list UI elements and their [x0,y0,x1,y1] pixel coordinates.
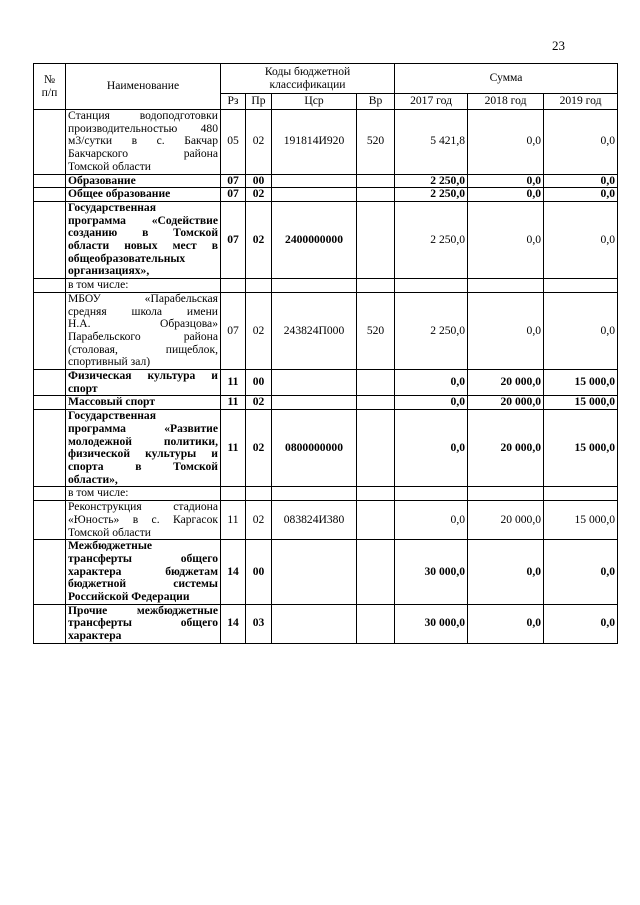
row-2019-cell: 0,0 [544,540,618,605]
row-name-line: трансферты общего [68,551,218,565]
row-name-cell [66,487,221,501]
header-pr: Пр [246,94,272,110]
row-name-line: МБОУ «Парабельская [68,292,218,305]
row-name-line: Бакчарского района [68,147,218,161]
row-vr-cell [357,174,395,188]
row-csr-cell [272,279,357,293]
row-rz-cell: 11 [221,501,246,540]
header-2018: 2018 год [468,94,544,110]
row-vr-cell [357,410,395,487]
row-name-line: Физическая культура и [68,369,218,383]
row-2018-cell: 20 000,0 [468,396,544,410]
row-name-cell [66,174,221,188]
header-row-1 [34,64,618,94]
row-pr-cell: 02 [246,201,272,278]
row-csr-cell: 2400000000 [272,201,357,278]
row-csr-cell [272,188,357,202]
row-name-cell [66,201,221,278]
row-2017-cell: 0,0 [395,396,468,410]
row-pr-cell: 00 [246,540,272,605]
row-pr-cell [246,487,272,501]
row-name-line: молодежной политики, [68,434,218,448]
row-csr-cell: 243824П000 [272,292,357,369]
row-name-line: программа «Развитие [68,421,218,435]
row-2018-cell: 0,0 [468,292,544,369]
header-2017: 2017 год [395,94,468,110]
row-vr-cell: 520 [357,292,395,369]
table-row [34,110,618,175]
row-2018-cell: 0,0 [468,540,544,605]
header-codes-line1: Коды бюджетной [264,64,351,78]
row-name-line: Государственная [68,409,156,423]
row-name-line: Массовый спорт [68,395,156,409]
row-name-line: Станция водоподготовки [68,109,218,122]
row-pr-cell: 02 [246,110,272,175]
row-pr-cell: 02 [246,501,272,540]
row-rz-cell: 05 [221,110,246,175]
table-row [34,410,618,487]
table-row [34,501,618,540]
row-name-cell [66,396,221,410]
row-vr-cell [357,201,395,278]
row-name-line: общеобразовательных [68,251,186,265]
row-name-line: Государственная [68,201,156,214]
row-2017-cell: 2 250,0 [395,188,468,202]
row-rz-cell: 07 [221,201,246,278]
row-num-cell [34,487,66,501]
row-num-cell [34,604,66,643]
row-rz-cell: 07 [221,174,246,188]
table-row [34,201,618,278]
budget-table [33,63,618,644]
row-name-line: (столовая, пищеблок, [68,342,218,356]
row-pr-cell [246,279,272,293]
row-name-line: программа «Содействие [68,213,218,227]
row-rz-cell: 14 [221,540,246,605]
row-csr-cell: 191814И920 [272,110,357,175]
row-csr-cell: 083824И380 [272,501,357,540]
row-name-line: производительностью 480 [68,121,218,135]
row-2017-cell [395,487,468,501]
row-2017-cell: 0,0 [395,410,468,487]
row-name-cell [66,540,221,605]
row-pr-cell: 03 [246,604,272,643]
row-2019-cell: 0,0 [544,188,618,202]
header-num-line1: № [43,72,56,86]
row-rz-cell: 11 [221,410,246,487]
row-name-cell [66,604,221,643]
row-num-cell [34,174,66,188]
row-2017-cell [395,279,468,293]
header-csr: Цср [272,94,357,110]
row-name-line: трансферты общего [68,616,218,630]
row-num-cell [34,188,66,202]
row-num-cell [34,201,66,278]
row-pr-cell: 00 [246,174,272,188]
row-2018-cell [468,279,544,293]
row-num-cell [34,292,66,369]
row-2017-cell: 0,0 [395,370,468,396]
row-num-cell [34,279,66,293]
row-2019-cell: 0,0 [544,110,618,175]
page-number: 23 [552,38,565,53]
row-vr-cell [357,487,395,501]
row-2019-cell: 0,0 [544,174,618,188]
row-rz-cell: 11 [221,396,246,410]
row-2018-cell: 20 000,0 [468,501,544,540]
row-2019-cell: 0,0 [544,604,618,643]
row-vr-cell [357,540,395,605]
table-row [34,396,618,410]
row-2017-cell: 2 250,0 [395,201,468,278]
row-vr-cell [357,396,395,410]
row-name-line: спорт [68,381,98,395]
row-2018-cell: 20 000,0 [468,410,544,487]
row-csr-cell [272,370,357,396]
row-csr-cell [272,540,357,605]
table-row [34,292,618,369]
row-name-line: Томской области [68,525,151,539]
row-name-line: Томской области [68,159,151,173]
row-name-line: в том числе: [68,278,129,292]
row-name-line: области», [68,472,118,486]
row-vr-cell [357,604,395,643]
row-pr-cell: 00 [246,370,272,396]
row-name-line: Прочие межбюджетные [68,604,218,617]
row-num-cell [34,540,66,605]
row-rz-cell [221,487,246,501]
row-name-line: средняя школа имени [68,304,218,318]
row-rz-cell: 11 [221,370,246,396]
row-num-cell [34,410,66,487]
row-2018-cell: 0,0 [468,604,544,643]
row-2017-cell: 5 421,8 [395,110,468,175]
row-name-cell [66,501,221,540]
row-2018-cell: 0,0 [468,110,544,175]
header-2019: 2019 год [544,94,618,110]
row-num-cell [34,110,66,175]
row-name-line: организациях», [68,264,150,278]
row-name-cell [66,279,221,293]
row-name-cell [66,410,221,487]
row-name-line: созданию в Томской [68,226,218,240]
row-name-line: Российской Федерации [68,590,190,604]
row-name-line: спорта в Томской [68,459,218,473]
row-2017-cell: 2 250,0 [395,292,468,369]
table-row [34,370,618,396]
table-body [34,110,618,644]
row-vr-cell [357,279,395,293]
row-name-line: характера [68,629,122,643]
row-num-cell [34,396,66,410]
row-vr-cell: 520 [357,110,395,175]
row-2017-cell: 30 000,0 [395,604,468,643]
row-2018-cell: 20 000,0 [468,370,544,396]
row-rz-cell: 07 [221,292,246,369]
row-csr-cell [272,604,357,643]
row-rz-cell [221,279,246,293]
header-vr: Вр [357,94,395,110]
row-2019-cell: 0,0 [544,201,618,278]
row-csr-cell: 0800000000 [272,410,357,487]
row-2019-cell [544,487,618,501]
row-name-line: бюджетной системы [68,577,218,591]
row-num-cell [34,501,66,540]
row-name-cell [66,292,221,369]
row-2019-cell: 15 000,0 [544,396,618,410]
header-codes-group [221,64,395,94]
header-sum-group: Сумма [395,64,618,94]
row-name-cell [66,370,221,396]
row-name-line: в том числе: [68,486,129,500]
row-2017-cell: 30 000,0 [395,540,468,605]
row-name-line: области новых мест в [68,239,218,253]
row-2019-cell: 0,0 [544,292,618,369]
row-csr-cell [272,487,357,501]
row-2017-cell: 0,0 [395,501,468,540]
row-name-line: Межбюджетные [68,539,153,553]
header-codes-line2: классификации [269,77,346,91]
row-csr-cell [272,174,357,188]
row-2019-cell: 15 000,0 [544,501,618,540]
row-vr-cell [357,501,395,540]
row-pr-cell: 02 [246,188,272,202]
row-2017-cell: 2 250,0 [395,174,468,188]
header-rz: Рз [221,94,246,110]
row-rz-cell: 07 [221,188,246,202]
header-name: Наименование [66,64,221,110]
row-2018-cell [468,487,544,501]
row-pr-cell: 02 [246,410,272,487]
row-name-line: физической культуры и [68,447,218,461]
row-name-line: Реконструкция стадиона [68,500,218,514]
row-name-line: Парабельского района [68,329,218,343]
row-2018-cell: 0,0 [468,174,544,188]
row-name-cell [66,188,221,202]
row-name-line: «Юность» в с. Каргасок [68,512,218,526]
row-vr-cell [357,188,395,202]
row-name-cell [66,110,221,175]
row-pr-cell: 02 [246,292,272,369]
header-num [34,64,66,110]
row-name-line: м3/сутки в с. Бакчар [68,134,218,148]
table-row [34,487,618,501]
row-pr-cell: 02 [246,396,272,410]
row-name-line: Образование [68,174,136,187]
row-csr-cell [272,396,357,410]
table-row [34,540,618,605]
table-row [34,188,618,202]
row-vr-cell [357,370,395,396]
row-name-line: Общее образование [68,187,171,201]
row-2019-cell: 15 000,0 [544,410,618,487]
table-row [34,174,618,188]
row-2019-cell: 15 000,0 [544,370,618,396]
row-num-cell [34,370,66,396]
row-2018-cell: 0,0 [468,201,544,278]
header-num-line2: п/п [41,85,58,99]
row-name-line: спортивный зал) [68,355,151,369]
table-row [34,279,618,293]
table-row [34,604,618,643]
row-rz-cell: 14 [221,604,246,643]
row-2018-cell: 0,0 [468,188,544,202]
row-name-line: характера бюджетам [68,564,218,578]
row-2019-cell [544,279,618,293]
row-name-line: Н.А. Образцова» [68,317,218,331]
